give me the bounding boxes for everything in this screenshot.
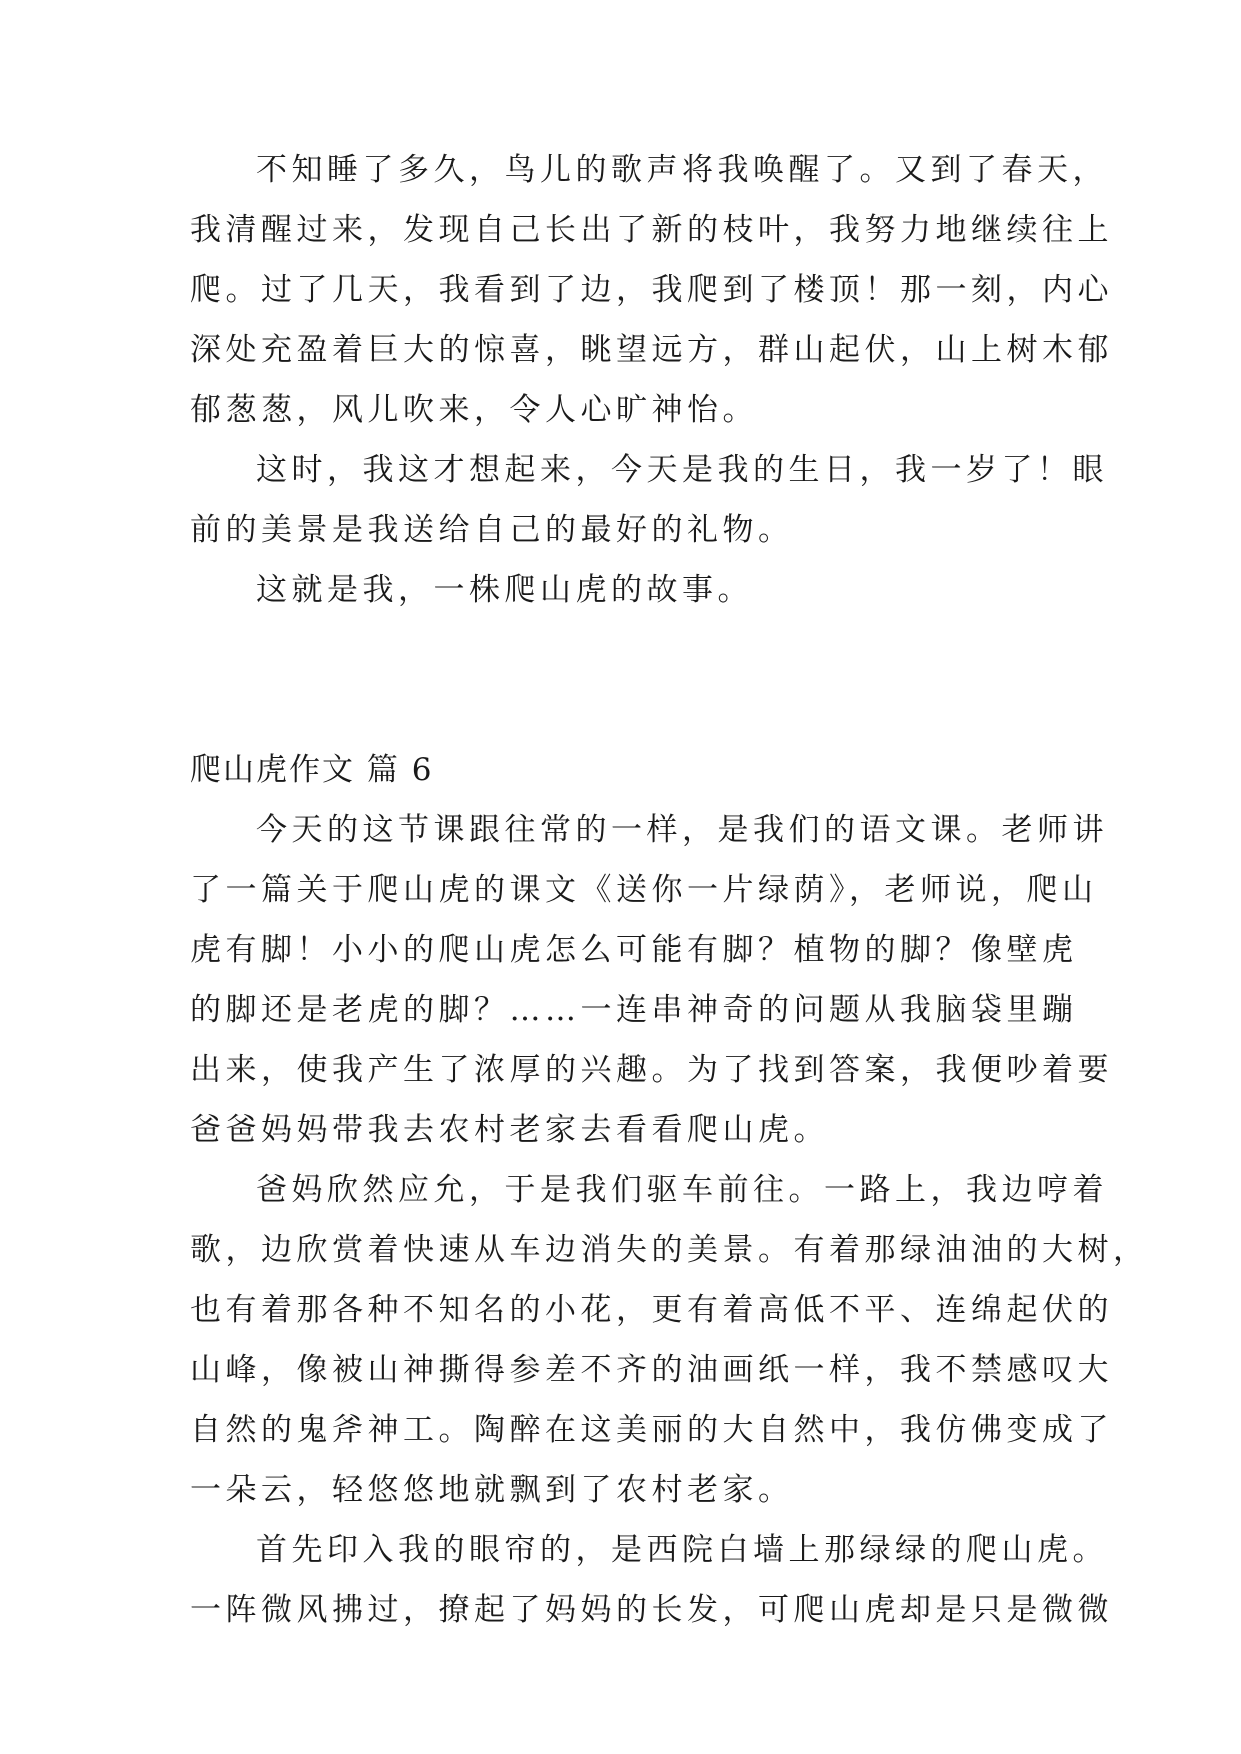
text-line: 这时，我这才想起来，今天是我的生日，我一岁了！眼 [256,452,1108,488]
paragraph [190,1160,1149,1520]
text-line: 这就是我，一株爬山虎的故事。 [256,572,753,608]
text-line: 爸妈欣然应允，于是我们驱车前往。一路上，我边哼着 [256,1172,1108,1208]
paragraph [190,140,1113,440]
paragraph [190,800,1113,1160]
text-line: 首先印入我的眼帘的，是西院白墙上那绿绿的爬山虎。 [256,1532,1108,1568]
section-heading: 爬山虎作文 篇 6 [190,752,434,788]
paragraph [190,440,1108,560]
text-line: 的脚还是老虎的脚？……一连串神奇的问题从我脑袋里蹦 [190,992,1078,1028]
text-line: 前的美景是我送给自己的最好的礼物。 [190,512,794,548]
text-line: 今天的这节课跟往常的一样，是我们的语文课。老师讲 [256,812,1108,848]
paragraph [190,560,1050,620]
text-line: 出来，使我产生了浓厚的兴趣。为了找到答案，我便吵着要 [190,1052,1113,1088]
text-line: 不知睡了多久，鸟儿的歌声将我唤醒了。又到了春天， [256,152,1108,188]
text-line: 深处充盈着巨大的惊喜，眺望远方，群山起伏，山上树木郁 [190,332,1113,368]
text-line: 爬。过了几天，我看到了边，我爬到了楼顶！那一刻，内心 [190,272,1113,308]
text-line: 虎有脚！小小的爬山虎怎么可能有脚？植物的脚？像壁虎 [190,932,1078,968]
text-line: 歌，边欣赏着快速从车边消失的美景。有着那绿油油的大树， [190,1232,1149,1268]
paragraph [190,1520,1113,1640]
text-line: 一朵云，轻悠悠地就飘到了农村老家。 [190,1472,794,1508]
text-line: 爸爸妈妈带我去农村老家去看看爬山虎。 [190,1112,829,1148]
document-page [190,140,1149,1640]
text-line: 郁葱葱，风儿吹来，令人心旷神怡。 [190,392,758,428]
text-line: 山峰，像被山神撕得参差不齐的油画纸一样，我不禁感叹大 [190,1352,1113,1388]
text-line: 也有着那各种不知名的小花，更有着高低不平、连绵起伏的 [190,1292,1113,1328]
text-line: 我清醒过来，发现自己长出了新的枝叶，我努力地继续往上 [190,212,1113,248]
text-line: 一阵微风拂过，撩起了妈妈的长发，可爬山虎却是只是微微 [190,1592,1113,1628]
section-gap [190,620,1050,740]
text-line: 了一篇关于爬山虎的课文《送你一片绿荫》，老师说，爬山 [190,872,1098,908]
text-line: 自然的鬼斧神工。陶醉在这美丽的大自然中，我仿佛变成了 [190,1412,1113,1448]
